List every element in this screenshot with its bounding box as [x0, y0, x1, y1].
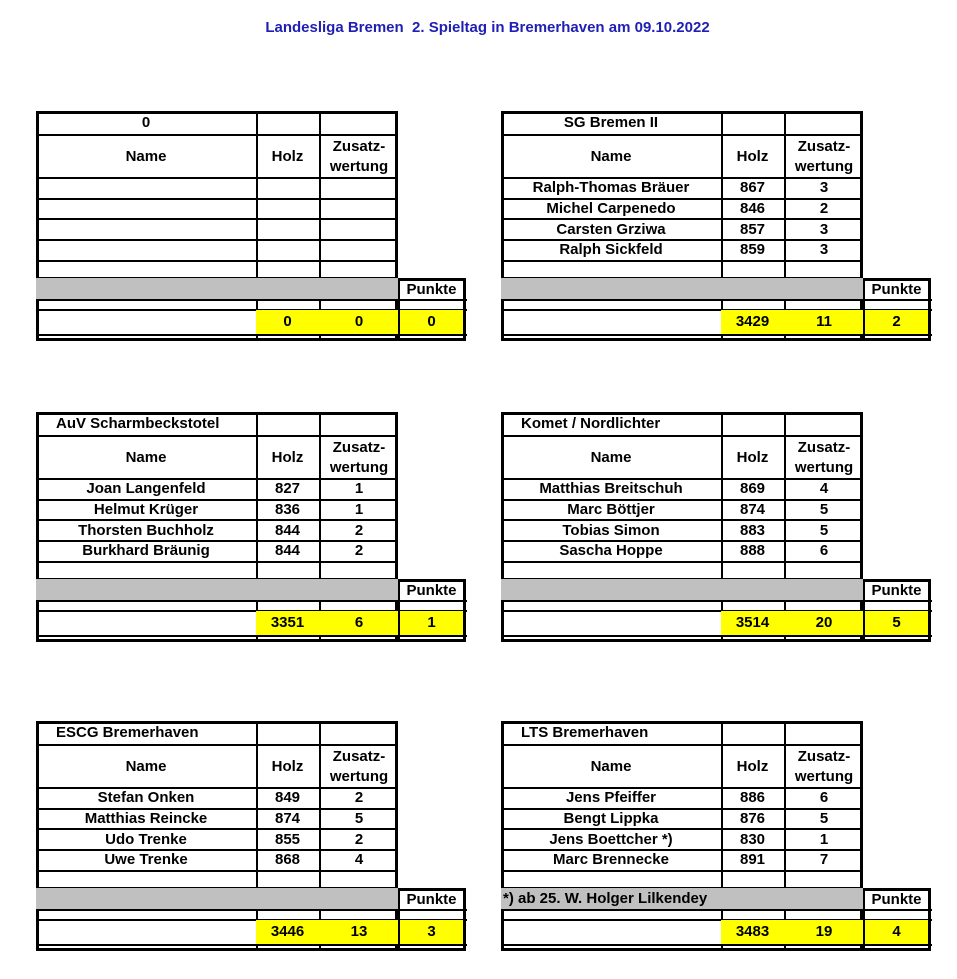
punkte-header: Punkte — [863, 888, 931, 910]
name-cell — [36, 278, 256, 300]
punkte-header: Punkte — [863, 579, 931, 601]
header-zusatz-line1: Zusatz- — [332, 747, 386, 765]
player-holz: 859 — [739, 241, 766, 259]
player-name: Marc Brennecke — [553, 851, 669, 869]
bottom-row — [501, 636, 931, 642]
holz-cell — [721, 636, 784, 642]
player-holz: 883 — [739, 521, 766, 539]
punkte-value: 4 — [863, 920, 931, 945]
empty-row — [36, 562, 399, 579]
player-row — [36, 809, 399, 830]
player-name: Jens Boettcher *) — [549, 830, 673, 848]
zusatz-cell — [784, 636, 864, 642]
holz-cell — [721, 335, 784, 341]
holz-cell — [721, 945, 784, 951]
player-holz: 886 — [739, 789, 766, 807]
holz-cell — [721, 721, 784, 745]
total-row — [36, 920, 466, 945]
player-name: Thorsten Buchholz — [78, 521, 214, 539]
header-row — [501, 436, 864, 479]
player-row — [501, 219, 864, 240]
zusatz-cell — [784, 871, 864, 888]
zusatz-cell — [784, 945, 864, 951]
gray-row — [36, 278, 466, 300]
zusatz-cell — [319, 579, 399, 601]
zusatz-cell — [784, 562, 864, 579]
name-cell — [36, 261, 256, 278]
punkte-value: 1 — [398, 611, 466, 636]
gray-row — [501, 278, 931, 300]
header-row — [501, 745, 864, 788]
player-name: Ralph-Thomas Bräuer — [532, 179, 690, 197]
player-holz: 876 — [739, 810, 766, 828]
total-row — [501, 611, 931, 636]
player-holz: 891 — [739, 851, 766, 869]
player-name: Marc Böttjer — [567, 501, 655, 519]
zusatz-cell — [784, 888, 864, 910]
punkte-cell — [398, 335, 466, 341]
name-cell — [36, 199, 256, 220]
player-row — [501, 500, 864, 521]
name-cell — [501, 636, 721, 642]
player-name: Tobias Simon — [562, 521, 660, 539]
header-holz: Holz — [271, 757, 304, 775]
name-cell — [501, 871, 721, 888]
zusatz-cell — [319, 871, 399, 888]
player-holz: 827 — [274, 480, 301, 498]
total-zusatz: 6 — [319, 611, 399, 636]
header-zusatzwertung — [319, 135, 399, 178]
player-row — [501, 829, 864, 850]
total-row — [36, 310, 466, 335]
holz-cell — [256, 579, 319, 601]
zusatz-cell — [319, 721, 399, 745]
zusatz-cell — [319, 261, 399, 278]
player-row — [501, 178, 864, 199]
player-zusatz: 2 — [354, 830, 364, 848]
gray-row — [36, 888, 466, 910]
player-row — [36, 219, 399, 240]
name-cell — [501, 261, 721, 278]
team-row — [501, 721, 864, 745]
total-holz: 3351 — [256, 611, 319, 636]
player-zusatz: 5 — [819, 501, 829, 519]
header-zusatzwertung — [784, 436, 864, 479]
header-zusatz-line1: Zusatz- — [332, 438, 386, 456]
total-zusatz: 0 — [319, 310, 399, 335]
name-cell — [36, 888, 256, 910]
zusatz-cell — [319, 278, 399, 300]
team-table — [36, 412, 467, 642]
team-name: ESCG Bremerhaven — [56, 724, 199, 741]
name-cell — [36, 240, 256, 261]
punkte-value: 0 — [398, 310, 466, 335]
player-row — [501, 240, 864, 261]
header-zusatz-line1: Zusatz- — [797, 438, 851, 456]
name-cell — [501, 920, 721, 945]
header-name: Name — [125, 147, 167, 165]
gray-row — [36, 579, 466, 601]
holz-cell — [721, 579, 784, 601]
name-cell — [36, 636, 256, 642]
empty-row — [501, 562, 864, 579]
player-holz: 846 — [739, 200, 766, 218]
header-holz: Holz — [736, 147, 769, 165]
holz-cell — [256, 562, 319, 579]
player-row — [36, 199, 399, 220]
name-cell — [36, 920, 256, 945]
zusatz-cell — [784, 579, 864, 601]
name-cell — [501, 579, 721, 601]
punkte-header: Punkte — [398, 278, 466, 300]
player-name: Bengt Lippka — [563, 810, 659, 828]
name-cell — [501, 335, 721, 341]
total-row — [36, 611, 466, 636]
punkte-value: 2 — [863, 310, 931, 335]
player-name: Matthias Reincke — [84, 810, 208, 828]
player-holz: 868 — [274, 851, 301, 869]
empty-row — [36, 261, 399, 278]
player-row — [501, 788, 864, 809]
zusatz-cell — [784, 261, 864, 278]
holz-cell — [256, 111, 319, 135]
player-holz: 874 — [274, 810, 301, 828]
player-holz: 849 — [274, 789, 301, 807]
player-name: Matthias Breitschuh — [539, 480, 683, 498]
empty-row — [36, 871, 399, 888]
team-row — [36, 412, 399, 436]
holz-cell — [256, 945, 319, 951]
name-cell — [36, 945, 256, 951]
zusatz-cell — [319, 219, 399, 240]
player-zusatz: 2 — [354, 542, 364, 560]
holz-cell — [256, 240, 319, 261]
total-zusatz: 20 — [784, 611, 864, 636]
zusatz-cell — [319, 888, 399, 910]
player-zusatz: 1 — [819, 830, 829, 848]
zusatz-cell — [319, 945, 399, 951]
player-name: Michel Carpenedo — [546, 200, 676, 218]
team-name: 0 — [141, 114, 151, 131]
holz-cell — [256, 721, 319, 745]
total-holz: 3446 — [256, 920, 319, 945]
player-zusatz: 3 — [819, 241, 829, 259]
player-row — [36, 829, 399, 850]
name-cell — [36, 178, 256, 199]
punkte-header: Punkte — [863, 278, 931, 300]
header-zusatz-line1: Zusatz- — [797, 137, 851, 155]
header-zusatzwertung — [319, 436, 399, 479]
player-holz: 874 — [739, 501, 766, 519]
zusatz-cell — [319, 178, 399, 199]
holz-cell — [721, 888, 784, 910]
player-name: Helmut Krüger — [93, 501, 199, 519]
header-zusatz-line2: wertung — [329, 157, 389, 175]
zusatz-cell — [784, 335, 864, 341]
player-name: Stefan Onken — [97, 789, 195, 807]
player-holz: 888 — [739, 542, 766, 560]
total-holz: 0 — [256, 310, 319, 335]
holz-cell — [721, 261, 784, 278]
player-name: Jens Pfeiffer — [565, 789, 657, 807]
holz-cell — [256, 199, 319, 220]
header-holz: Holz — [271, 448, 304, 466]
header-row — [501, 135, 864, 178]
player-holz: 867 — [739, 179, 766, 197]
name-cell — [501, 945, 721, 951]
empty-row — [501, 871, 864, 888]
header-zusatzwertung — [784, 745, 864, 788]
player-name: Sascha Hoppe — [559, 542, 663, 560]
player-row — [36, 788, 399, 809]
team-name: LTS Bremerhaven — [521, 724, 649, 741]
header-name: Name — [590, 757, 632, 775]
total-row — [501, 920, 931, 945]
punkte-cell — [398, 945, 466, 951]
name-cell — [36, 562, 256, 579]
header-zusatzwertung — [319, 745, 399, 788]
name-cell — [36, 335, 256, 341]
header-zusatz-line2: wertung — [794, 767, 854, 785]
name-cell — [36, 219, 256, 240]
name-cell — [501, 310, 721, 335]
player-row — [501, 199, 864, 220]
header-row — [36, 436, 399, 479]
zusatz-cell — [784, 412, 864, 436]
header-holz: Holz — [736, 757, 769, 775]
header-zusatz-line1: Zusatz- — [797, 747, 851, 765]
player-zusatz: 2 — [354, 789, 364, 807]
player-holz: 869 — [739, 480, 766, 498]
holz-cell — [256, 335, 319, 341]
header-zusatz-line1: Zusatz- — [332, 137, 386, 155]
holz-cell — [721, 562, 784, 579]
holz-cell — [721, 111, 784, 135]
player-name: Burkhard Bräunig — [82, 542, 210, 560]
player-zusatz: 2 — [354, 521, 364, 539]
team-table — [501, 412, 932, 642]
bottom-row — [501, 335, 931, 341]
holz-cell — [256, 261, 319, 278]
holz-cell — [256, 412, 319, 436]
player-name: Carsten Grziwa — [556, 220, 666, 238]
name-cell — [36, 579, 256, 601]
player-holz: 855 — [274, 830, 301, 848]
name-cell — [36, 611, 256, 636]
bottom-row — [501, 945, 931, 951]
player-zusatz: 5 — [819, 521, 829, 539]
header-zusatz-line2: wertung — [329, 458, 389, 476]
holz-cell — [256, 278, 319, 300]
player-zusatz: 4 — [354, 851, 364, 869]
player-row — [501, 541, 864, 562]
team-table — [36, 111, 467, 341]
total-zusatz: 19 — [784, 920, 864, 945]
zusatz-cell — [319, 240, 399, 261]
player-zusatz: 1 — [354, 480, 364, 498]
zusatz-cell — [784, 111, 864, 135]
player-name: Udo Trenke — [105, 830, 187, 848]
punkte-cell — [398, 636, 466, 642]
team-table — [501, 721, 932, 951]
name-cell — [501, 611, 721, 636]
player-row — [36, 541, 399, 562]
zusatz-cell — [319, 199, 399, 220]
zusatz-cell — [319, 562, 399, 579]
team-row — [36, 111, 399, 135]
punkte-cell — [863, 945, 931, 951]
player-zusatz: 5 — [819, 810, 829, 828]
player-zusatz: 7 — [819, 851, 829, 869]
header-zusatz-line2: wertung — [794, 458, 854, 476]
zusatz-cell — [319, 111, 399, 135]
team-table — [36, 721, 467, 951]
player-name: Ralph Sickfeld — [559, 241, 663, 259]
holz-cell — [256, 636, 319, 642]
player-zusatz: 6 — [819, 542, 829, 560]
zusatz-cell — [319, 412, 399, 436]
holz-cell — [256, 178, 319, 199]
team-name: AuV Scharmbeckstotel — [56, 415, 220, 432]
team-name: SG Bremen II — [563, 114, 659, 131]
header-holz: Holz — [271, 147, 304, 165]
bottom-row — [36, 335, 466, 341]
zusatz-cell — [319, 636, 399, 642]
player-holz: 836 — [274, 501, 301, 519]
zusatz-cell — [319, 335, 399, 341]
team-row — [36, 721, 399, 745]
gray-row — [501, 888, 931, 910]
total-row — [501, 310, 931, 335]
player-row — [36, 479, 399, 500]
player-row — [36, 178, 399, 199]
player-row — [501, 850, 864, 871]
header-row — [36, 745, 399, 788]
player-row — [36, 850, 399, 871]
header-name: Name — [125, 757, 167, 775]
header-zusatz-line2: wertung — [329, 767, 389, 785]
zusatz-cell — [784, 721, 864, 745]
player-holz: 844 — [274, 521, 301, 539]
player-holz: 844 — [274, 542, 301, 560]
header-name: Name — [590, 147, 632, 165]
player-zusatz: 4 — [819, 480, 829, 498]
name-cell — [36, 310, 256, 335]
punkte-cell — [863, 335, 931, 341]
punkte-header: Punkte — [398, 888, 466, 910]
holz-cell — [256, 888, 319, 910]
header-zusatz-line2: wertung — [794, 157, 854, 175]
team-row — [501, 111, 864, 135]
total-zusatz: 13 — [319, 920, 399, 945]
total-holz: 3514 — [721, 611, 784, 636]
header-name: Name — [125, 448, 167, 466]
punkte-cell — [863, 636, 931, 642]
player-holz: 830 — [739, 830, 766, 848]
holz-cell — [256, 219, 319, 240]
total-holz: 3483 — [721, 920, 784, 945]
player-row — [36, 500, 399, 521]
total-zusatz: 11 — [784, 310, 864, 335]
page-title: Landesliga Bremen 2. Spieltag in Bremerhaven am 09.10.2022 — [265, 19, 710, 36]
name-cell — [501, 562, 721, 579]
bottom-row — [36, 636, 466, 642]
punkte-header: Punkte — [398, 579, 466, 601]
team-name: Komet / Nordlichter — [521, 415, 661, 432]
player-name: Uwe Trenke — [104, 851, 188, 869]
holz-cell — [721, 278, 784, 300]
name-cell — [501, 278, 721, 300]
empty-row — [501, 261, 864, 278]
holz-cell — [256, 871, 319, 888]
footnote: *) ab 25. W. Holger Lilkendey — [501, 888, 721, 910]
gray-row — [501, 579, 931, 601]
header-name: Name — [590, 448, 632, 466]
header-holz: Holz — [736, 448, 769, 466]
holz-cell — [721, 412, 784, 436]
holz-cell — [721, 871, 784, 888]
punkte-value: 5 — [863, 611, 931, 636]
player-row — [501, 520, 864, 541]
punkte-value: 3 — [398, 920, 466, 945]
player-name: Joan Langenfeld — [86, 480, 206, 498]
team-table — [501, 111, 932, 341]
player-row — [501, 809, 864, 830]
bottom-row — [36, 945, 466, 951]
player-row — [36, 520, 399, 541]
header-zusatzwertung — [784, 135, 864, 178]
player-holz: 857 — [739, 220, 766, 238]
player-zusatz: 5 — [354, 810, 364, 828]
player-row — [36, 240, 399, 261]
player-zusatz: 3 — [819, 220, 829, 238]
player-zusatz: 1 — [354, 501, 364, 519]
player-zusatz: 3 — [819, 179, 829, 197]
player-zusatz: 2 — [819, 200, 829, 218]
player-row — [501, 479, 864, 500]
zusatz-cell — [784, 278, 864, 300]
name-cell — [36, 871, 256, 888]
header-row — [36, 135, 399, 178]
team-row — [501, 412, 864, 436]
player-zusatz: 6 — [819, 789, 829, 807]
total-holz: 3429 — [721, 310, 784, 335]
